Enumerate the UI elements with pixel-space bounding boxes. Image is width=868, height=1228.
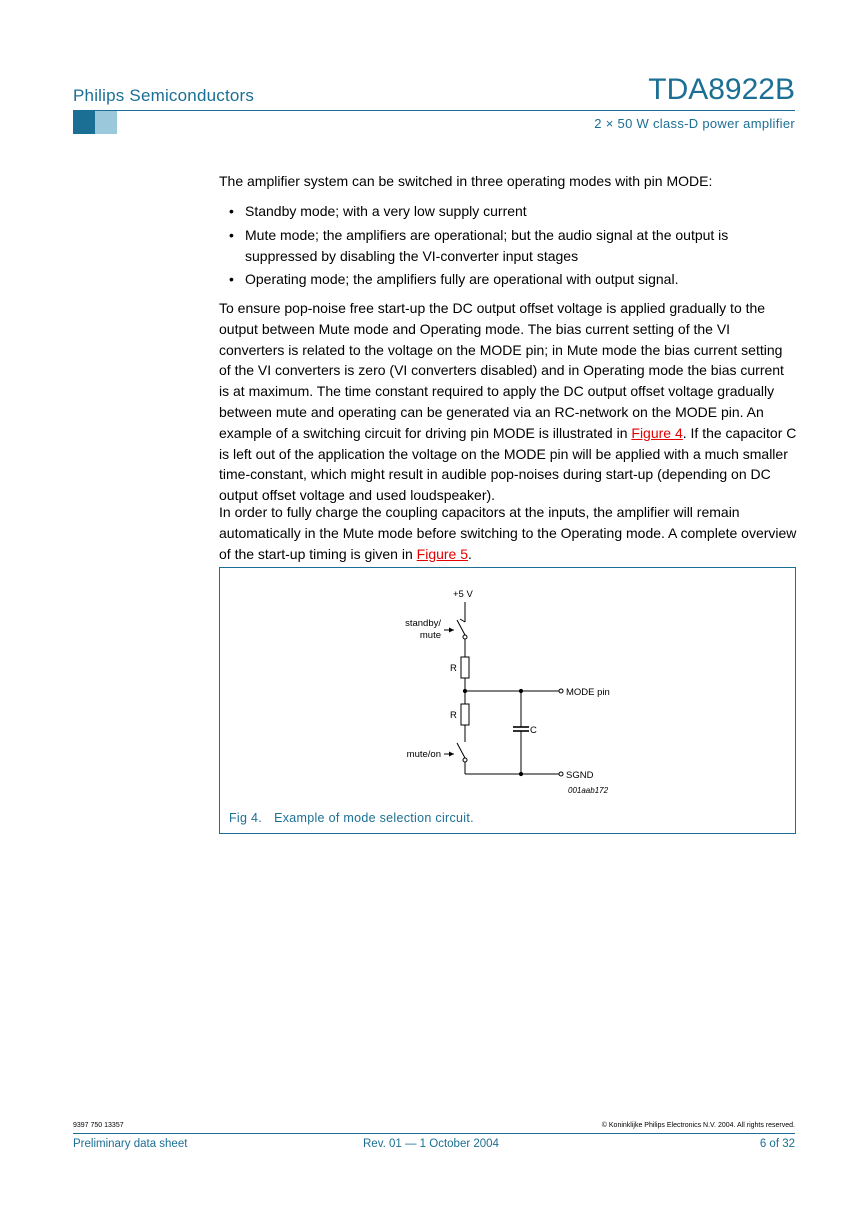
- bullet-icon: •: [229, 203, 234, 219]
- resistor-label: R: [450, 663, 457, 674]
- copyright-notice: © Koninklijke Philips Electronics N.V. 2004. All rights reserved.: [601, 1122, 795, 1129]
- paragraph-text: . If the capacitor C is left out of the application the voltage on the MODE pin will be applied with a much smaller time-constant, which might result in audible pop-noises during start-up (depending on DC output offset voltage and used loudspeaker).: [219, 424, 797, 504]
- capacitor-label: C: [530, 725, 537, 736]
- document-number: 9397 750 13357: [73, 1122, 124, 1129]
- mode-list: [219, 201, 797, 293]
- mode-pin-label: MODE pin: [566, 687, 610, 698]
- switch-contact: [463, 635, 467, 639]
- paragraph-text: .: [468, 545, 472, 562]
- resistor-2: [461, 704, 469, 725]
- company-name: Philips Semiconductors: [73, 86, 255, 105]
- standby-label: standby/: [405, 618, 441, 629]
- wire: [460, 619, 465, 622]
- resistor-1: [461, 657, 469, 678]
- resistor-label: R: [450, 710, 457, 721]
- list-item: [219, 225, 797, 267]
- figure-code: 001aab172: [568, 786, 609, 795]
- figure-number: Fig 4.: [229, 811, 263, 825]
- brand-square-dark: [73, 111, 95, 134]
- supply-label: +5 V: [453, 589, 473, 600]
- switch-blade: [457, 620, 465, 635]
- list-item-text: Standby mode; with a very low supply current: [245, 203, 527, 219]
- figure-caption: [229, 811, 474, 825]
- sgnd-label: SGND: [566, 770, 594, 781]
- page-number: 6 of 32: [759, 1138, 795, 1150]
- switch-contact: [463, 758, 467, 762]
- footer-rule: [73, 1133, 795, 1134]
- header-rule: [73, 110, 795, 111]
- product-title: TDA8922B: [648, 73, 795, 106]
- switch-blade: [457, 743, 465, 758]
- sgnd-terminal: [559, 772, 563, 776]
- list-item: [219, 269, 797, 290]
- figure-5-link[interactable]: Figure 5: [416, 545, 469, 562]
- list-item-text: Mute mode; the amplifiers are operational; but the audio signal at the output is suppressed by disabling the VI-converter input stages: [245, 226, 729, 264]
- figure-4-link[interactable]: Figure 4: [631, 424, 683, 441]
- bullet-icon: •: [229, 226, 234, 243]
- arrow-head: [449, 752, 454, 757]
- startup-paragraph: [219, 502, 797, 564]
- bullet-icon: •: [229, 271, 234, 288]
- product-subtitle: 2 × 50 W class-D power amplifier: [594, 116, 795, 131]
- paragraph-text: To ensure pop-noise free start-up the DC output offset voltage is applied gradually to the output between Mute mode and Operating mode. The bias current setting of the VI converters is related to the voltage on the MODE pin; in Mute mode the bias current setting of the VI converters is zero (VI converters disabled) and in Operating mode the bias current is at maximum. The time constant required to apply the DC output offset voltage gradually between mute and operating can be generated via an RC-network on the MODE pin. An example of a switching circuit for driving pin MODE is illustrated in: [219, 300, 784, 441]
- list-item: [219, 201, 797, 222]
- paragraph-text: In order to fully charge the coupling capacitors at the inputs, the amplifier will remain automatically in the Mute mode before switching to the Operating mode. A complete overview of the start-up timing is given in: [219, 504, 797, 562]
- junction-dot: [463, 689, 466, 692]
- intro-paragraph: The amplifier system can be switched in three operating modes with pin MODE:: [219, 173, 713, 189]
- mode-pin-terminal: [559, 689, 563, 693]
- figure-box: [219, 567, 796, 834]
- brand-square-light: [95, 111, 117, 134]
- revision-info: Rev. 01 — 1 October 2004: [363, 1138, 499, 1150]
- circuit-diagram: [220, 568, 795, 808]
- list-item-text: Operating mode; the amplifiers fully are operational with output signal.: [245, 271, 679, 288]
- mute-label: mute: [419, 630, 441, 641]
- figure-caption-text: Example of mode selection circuit.: [274, 811, 474, 825]
- arrow-head: [449, 628, 454, 633]
- document-type: Preliminary data sheet: [73, 1138, 188, 1150]
- muteon-label: mute/on: [406, 749, 441, 760]
- popnoise-paragraph: [219, 298, 797, 506]
